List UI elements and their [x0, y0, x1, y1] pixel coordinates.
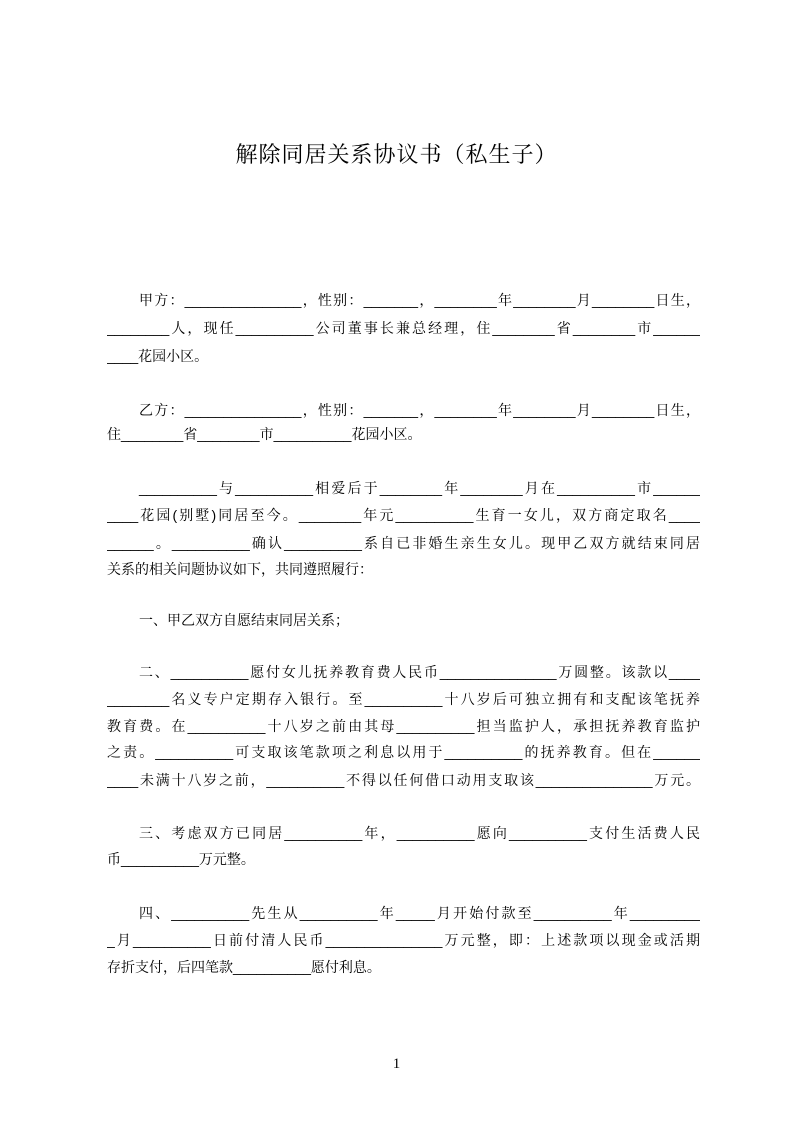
text-line: 乙方：_______________，性别：_______，________年________月________日生， [139, 402, 700, 418]
text-line: ____花园(别墅)同居至今。________年元__________生育一女儿，双方商定取名____ [107, 507, 700, 523]
text-line: 三、考虑双方已同居__________年，__________愿向__________支付生活费人民 [139, 825, 700, 841]
text-line: ________名义专户定期存入银行。至__________十八岁后可独立拥有和支配该笔抚养 [107, 691, 700, 707]
text-line: ____花园小区。 [107, 348, 209, 364]
text-line: _月__________日前付清人民币_______________万元整，即：上述款项以现金或活期 [107, 932, 700, 948]
text-line: 存折支付，后四笔款__________愿付利息。 [107, 959, 381, 975]
text-line: 住________省________市__________花园小区。 [107, 426, 422, 442]
page-number: 1 [392, 1056, 401, 1072]
text-line: 教育费。在__________十八岁之前由其母__________担当监护人，承担抚养教育监护 [107, 718, 700, 734]
text-line: 之责。__________可支取该笔款项之利息以用于__________的抚养教育。但在______ [107, 744, 700, 760]
text-line: 四、__________先生从__________年_____月开始付款至__________年_________ [139, 905, 700, 921]
text-line: ________人，现任__________公司董事长兼总经理，住________省________市______ [107, 320, 700, 336]
text-line: 一、甲乙双方自愿结束同居关系； [139, 612, 349, 628]
text-line: ______。__________确认__________系自已非婚生亲生女儿。现甲乙双方就结束同居 [107, 535, 700, 551]
text-line: 币__________万元整。 [107, 851, 255, 867]
document-title: 解除同居关系协议书（私生子） [235, 142, 558, 167]
text-line: 甲方：_______________，性别：_______，________年________月________日生， [139, 292, 700, 308]
text-line: 关系的相关问题协议如下，共同遵照履行： [107, 561, 373, 577]
text-line: 二、__________愿付女儿抚养教育费人民币_______________万圆整。该款以____ [139, 664, 700, 680]
text-line: __________与__________相爱后于________年________月在__________市______ [139, 480, 700, 496]
text-line: ____未满十八岁之前，__________不得以任何借口动用支取该_______________万元。 [107, 772, 700, 788]
